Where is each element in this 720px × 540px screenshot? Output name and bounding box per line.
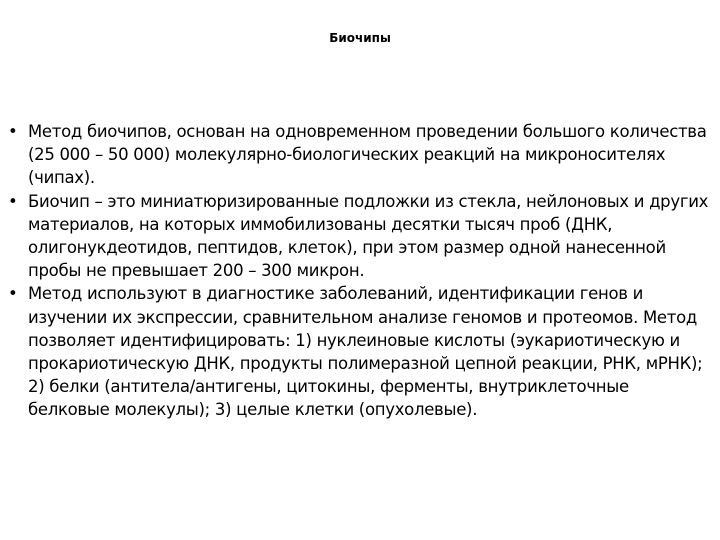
bullet-item [8, 120, 712, 190]
bullet-text: Биочип – это миниатюризированные подложки из стекла, нейлоновых и других материалов, на которых иммобилизованы десятки тысяч проб (ДНК, олигонукдеотидов, пептидов, клеток), при этом размер одной нанесенной пробы не превышает 200 – 300 микрон. [28, 191, 709, 281]
bullet-marker: • [8, 122, 18, 141]
bullet-item [8, 282, 712, 421]
bullet-item [8, 190, 712, 283]
bullet-marker: • [8, 284, 18, 304]
bullet-marker: • [8, 191, 18, 211]
slide-title: Биочипы [329, 31, 391, 45]
bullet-list [8, 120, 712, 422]
bullet-text: Метод биочипов, основан на одновременном проведении большого количества (25 000 – 50 000) молекулярно-биологических реакций на микроносителях (чипах). [28, 122, 707, 188]
bullet-text: Метод используют в диагностике заболеваний, идентификации генов и изучении их экспрессии, сравнительном анализе геномов и протеомов. Метод позволяет идентифицировать: 1) нуклеиновые кислоты (эукариотическую и прокариотическую ДНК, продукты полимеразной цепной реакции, РНК, мРНК); 2) белки (антитела/антигены, цитокины, ферменты, внутриклеточные белковые молекулы); 3) целые клетки (опухолевые). [28, 284, 703, 420]
